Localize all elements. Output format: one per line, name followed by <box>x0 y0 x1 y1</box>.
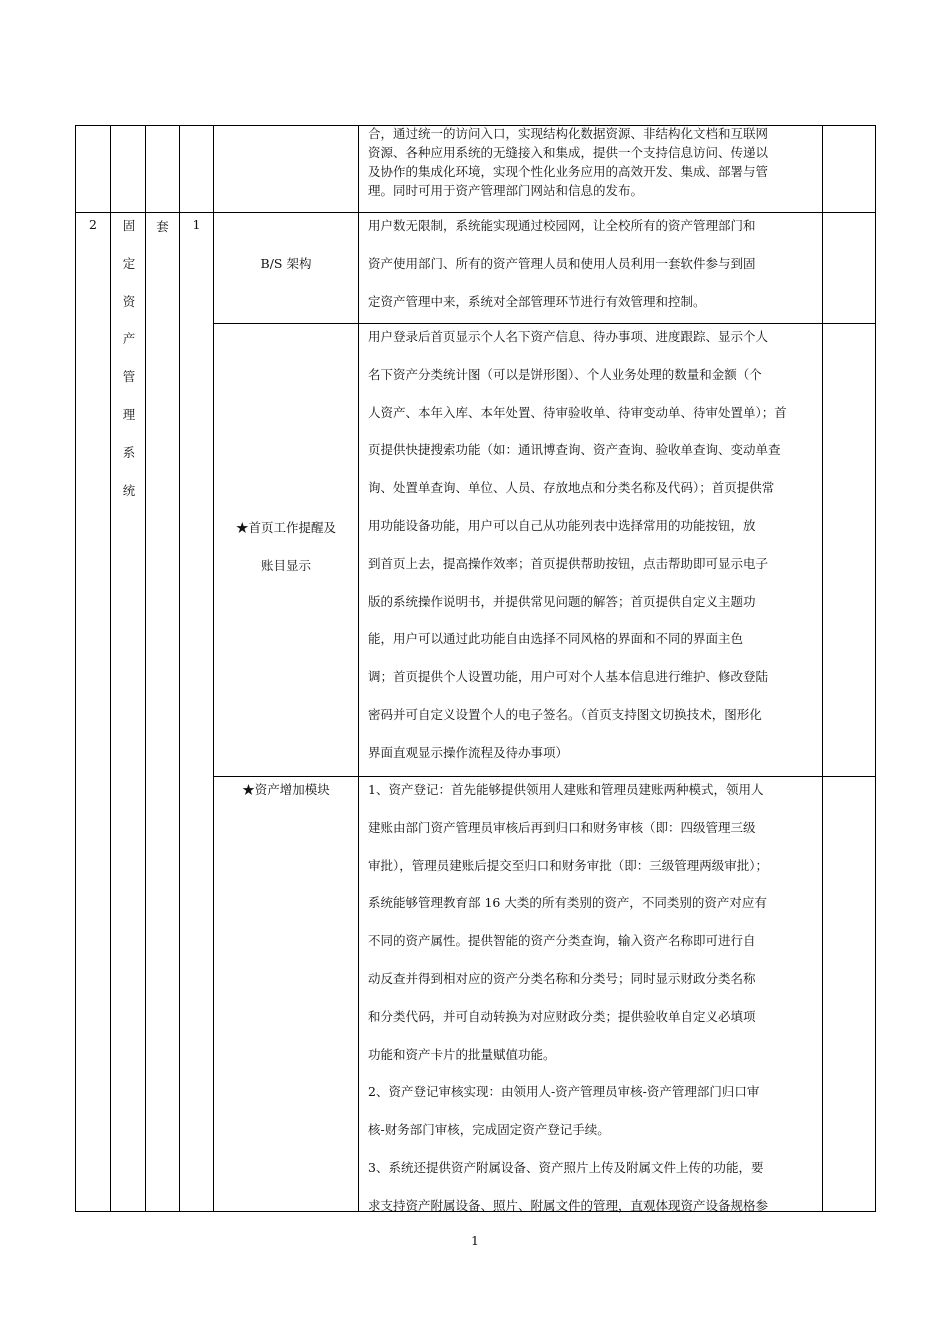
text-line: 建账由部门资产管理员审核后再到归口和财务审核（即：四级管理三级 <box>368 819 756 835</box>
text-line: 1、资产登记：首先能够提供领用人建账和管理员建账两种模式，领用人 <box>368 782 764 797</box>
column-border <box>179 125 180 1212</box>
text-line: 及协作的集成化环境，实现个性化业务应用的高效开发、集成、部署与管 <box>368 164 769 179</box>
page-number: 1 <box>471 1233 479 1248</box>
item-name-char: 管 <box>122 369 136 385</box>
feature-label-line: ★首页工作提醒及 <box>235 520 336 535</box>
text-line: 询、处置单查询、单位、人员、存放地点和分类名称及代码）；首页提供常 <box>368 480 775 496</box>
feature-description <box>368 771 820 1225</box>
feature-label-homepage-reminders <box>214 509 358 585</box>
column-border <box>822 125 823 1212</box>
text-line: 名下资产分类统计图（可以是饼形图）、个人业务处理的数量和金额（个 <box>368 366 762 382</box>
text-line: 界面直观显示操作流程及待办事项） <box>368 744 569 760</box>
feature-label-asset-addition <box>214 771 358 809</box>
text-line: 合，通过统一的访问入口，实现结构化数据资源、非结构化文档和互联网 <box>368 126 769 141</box>
text-line: 2、资产登记审核实现：由领用人-资产管理员审核-资产管理部门归口审 <box>368 1084 760 1100</box>
feature-label-bs-architecture <box>214 245 358 283</box>
column-border <box>213 125 214 1212</box>
column-border <box>145 125 146 1212</box>
text-line: 调；首页提供个人设置功能，用户可对个人基本信息进行维护、修改登陆 <box>368 669 769 685</box>
item-name-vertical <box>119 207 139 509</box>
text-line: 和分类代码，并可自动转换为对应财政分类；提供验收单自定义必填项 <box>368 1008 756 1024</box>
text-line: 能，用户可以通过此功能自由选择不同风格的界面和不同的界面主色 <box>368 631 744 647</box>
text-line: 资源、各种应用系统的无缝接入和集成，提供一个支持信息访问、传递以 <box>368 145 769 160</box>
feature-label-line: 账目显示 <box>260 557 311 573</box>
table-right-border <box>875 125 876 1212</box>
text-line: 系统能够管理教育部 16 大类的所有类别的资产，不同类别的资产对应有 <box>368 895 767 911</box>
item-name-char: 固 <box>122 218 136 233</box>
item-name-char: 统 <box>122 482 136 498</box>
text-line: 理。同时可用于资产管理部门网站和信息的发布。 <box>368 183 644 198</box>
feature-label-line: B/S 架构 <box>260 256 312 271</box>
item-name-char: 系 <box>122 444 136 460</box>
text-line: 功能和资产卡片的批量赋值功能。 <box>368 1046 556 1062</box>
text-line: 资产使用部门、所有的资产管理人员和使用人员利用一套软件参与到固 <box>368 255 756 271</box>
text-line: 3、系统还提供资产附属设备、资产照片上传及附属文件上传的功能，要 <box>368 1159 764 1175</box>
continued-description <box>368 124 820 200</box>
column-border <box>75 125 76 1212</box>
text-line: 密码并可自定义设置个人的电子签名。（首页支持图文切换技术，图形化 <box>368 706 762 722</box>
item-name-char: 资 <box>122 293 136 309</box>
item-name-char: 定 <box>122 255 136 271</box>
item-name-char: 产 <box>122 331 136 347</box>
text-line: 用功能设备功能，用户可以自己从功能列表中选择常用的功能按钮，放 <box>368 517 756 533</box>
feature-label-line: ★资产增加模块 <box>242 782 330 797</box>
text-line: 到首页上去，提高操作效率；首页提供帮助按钮，点击帮助即可显示电子 <box>368 555 769 571</box>
text-line: 用户数无限制，系统能实现通过校园网，让全校所有的资产管理部门和 <box>368 218 756 233</box>
item-quantity: 1 <box>192 217 201 232</box>
text-line: 不同的资产属性。提供智能的资产分类查询，输入资产名称即可进行自 <box>368 933 756 949</box>
feature-description <box>368 207 820 320</box>
item-name-char: 理 <box>122 406 136 422</box>
item-number: 2 <box>89 217 97 232</box>
column-border <box>110 125 111 1212</box>
text-line: 版的系统操作说明书，并提供常见问题的解答；首页提供自定义主题功 <box>368 593 756 609</box>
column-border <box>358 125 359 1212</box>
text-line: 审批），管理员建账后提交至归口和财务审批（即：三级管理两级审批）； <box>368 857 769 873</box>
text-line: 页提供快捷搜索功能（如：通讯博查询、资产查询、验收单查询、变动单查 <box>368 442 781 458</box>
text-line: 动反查并得到相对应的资产分类名称和分类号；同时显示财政分类名称 <box>368 970 756 986</box>
feature-description <box>368 318 820 772</box>
item-unit: 套 <box>156 219 169 234</box>
text-line: 核-财务部门审核，完成固定资产登记手续。 <box>368 1122 610 1138</box>
text-line: 求支持资产附属设备、照片、附属文件的管理，直观体现资产设备规格参 <box>368 1197 769 1213</box>
text-line: 用户登录后首页显示个人名下资产信息、待办事项、进度跟踪、显示个人 <box>368 329 769 344</box>
text-line: 定资产管理中来，系统对全部管理环节进行有效管理和控制。 <box>368 293 706 309</box>
text-line: 人资产、本年入库、本年处置、待审验收单、待审变动单、待审处置单）；首 <box>368 404 787 420</box>
